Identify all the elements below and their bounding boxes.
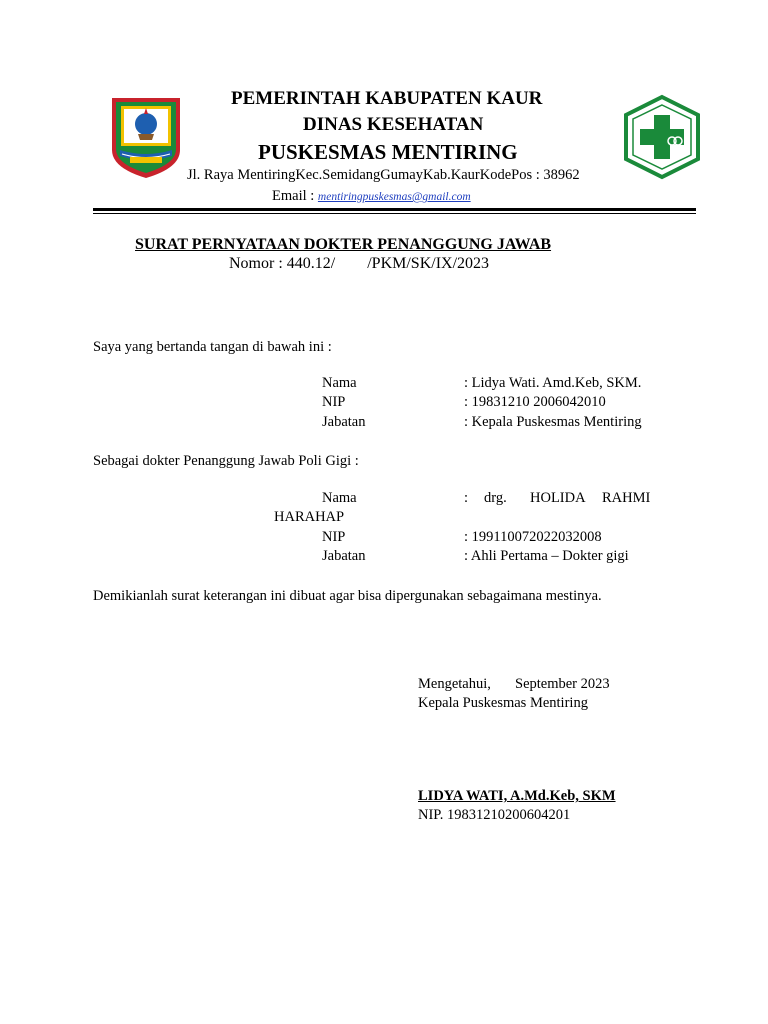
- header-government: PEMERINTAH KABUPATEN KAUR: [231, 88, 543, 109]
- header-department: DINAS KESEHATAN: [303, 114, 484, 135]
- doctor-nip-value: : 199110072022032008: [464, 529, 602, 545]
- letter-title: SURAT PERNYATAAN DOKTER PENANGGUNG JAWAB: [135, 236, 552, 253]
- signature-date: September 2023: [515, 676, 610, 692]
- doctor-jabatan-label: Jabatan: [322, 548, 366, 564]
- signature-nip: NIP. 19831210200604201: [418, 807, 571, 823]
- puskesmas-logo: [620, 93, 704, 181]
- doctor-name-word: drg.: [484, 490, 507, 506]
- kabupaten-kaur-logo: [108, 94, 184, 180]
- email-link[interactable]: mentiringpuskesmas@gmail.com: [317, 191, 471, 203]
- header-address: Jl. Raya MentiringKec.SemidangGumayKab.KaurKodePos : 38962: [187, 167, 580, 183]
- doctor-jabatan-value: : Ahli Pertama – Dokter gigi: [464, 548, 629, 564]
- email-label: Email :: [272, 188, 315, 204]
- doctor-nip-label: NIP: [322, 529, 346, 545]
- header-puskesmas: PUSKESMAS MENTIRING: [258, 140, 518, 164]
- header-rule-thick: [93, 208, 696, 211]
- header-email: [272, 188, 471, 205]
- doctor-name-continuation: HARAHAP: [274, 509, 345, 525]
- doctor-name-colon: :: [464, 490, 469, 506]
- doctor-name-word: HOLIDA: [530, 490, 586, 506]
- signature-known-label: Mengetahui,: [418, 676, 491, 692]
- signer-name-value: : Lidya Wati. Amd.Keb, SKM.: [464, 375, 642, 391]
- intro-text: Saya yang bertanda tangan di bawah ini :: [93, 339, 332, 355]
- closing-text: Demikianlah surat keterangan ini dibuat agar bisa dipergunakan sebagaimana mestinya.: [93, 588, 602, 604]
- letter-number: Nomor : 440.12/ /PKM/SK/IX/2023: [229, 255, 490, 272]
- header-rule-thin: [93, 213, 696, 214]
- signer-nip-label: NIP: [322, 394, 346, 410]
- doctor-intro-text: Sebagai dokter Penanggung Jawab Poli Gigi :: [93, 453, 359, 469]
- doctor-name-label: Nama: [322, 490, 357, 506]
- signer-nip-value: : 19831210 2006042010: [464, 394, 606, 410]
- signer-name-label: Nama: [322, 375, 357, 391]
- doctor-name-word: RAHMI: [602, 490, 651, 506]
- signer-jabatan-label: Jabatan: [322, 414, 366, 430]
- signature-name: LIDYA WATI, A.Md.Keb, SKM: [418, 788, 616, 804]
- signer-jabatan-value: : Kepala Puskesmas Mentiring: [464, 414, 642, 430]
- signature-position: Kepala Puskesmas Mentiring: [418, 695, 588, 711]
